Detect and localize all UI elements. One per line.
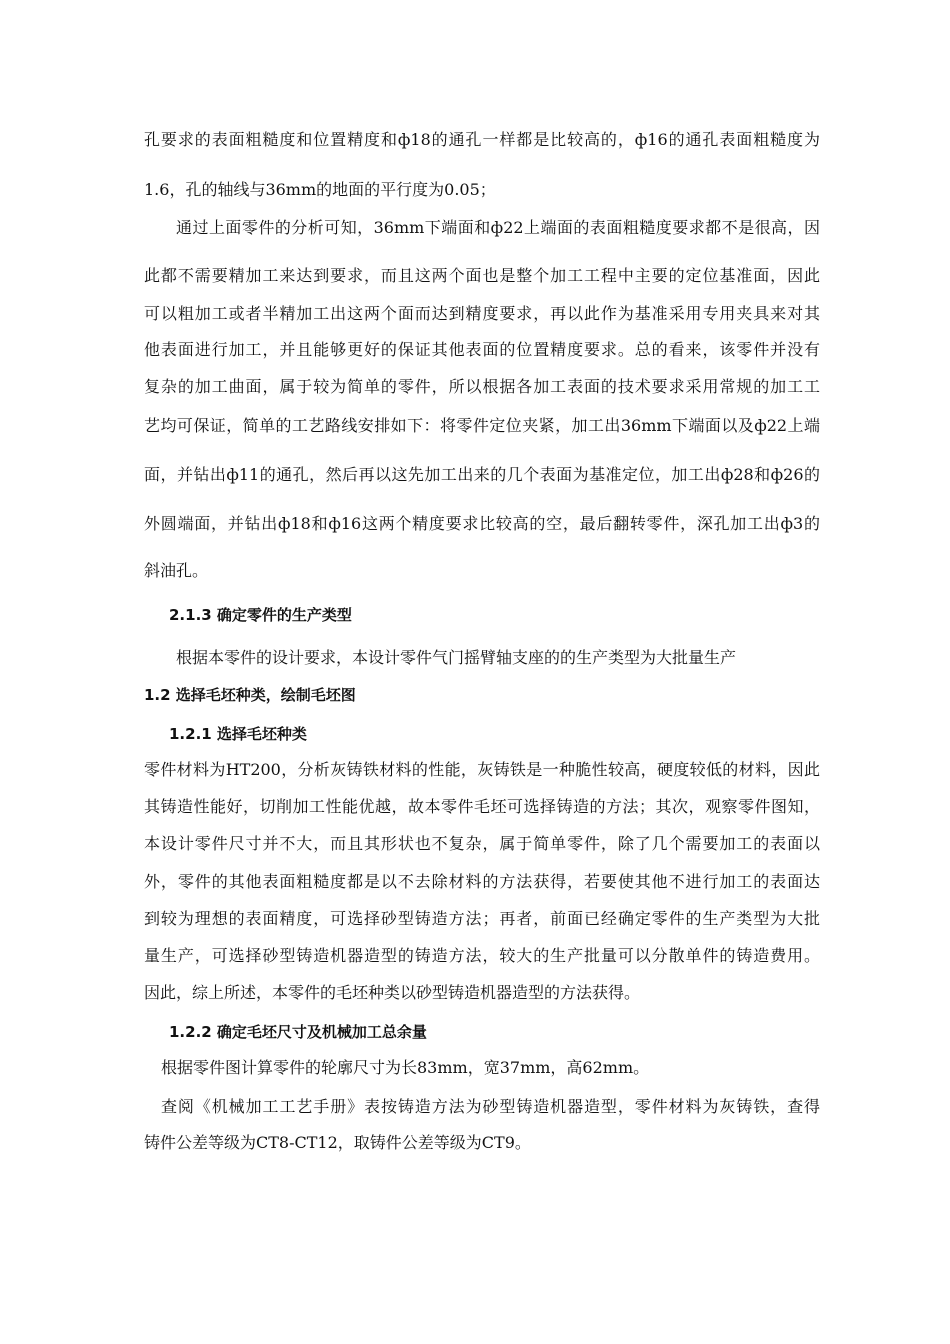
text-line: 查阅《机械加工工艺手册》表按铸造方法为砂型铸造机器造型，零件材料为灰铸铁，查得 [161,1097,820,1116]
text-line: 复杂的加工曲面，属于较为简单的零件，所以根据各加工表面的技术要求采用常规的加工工 [144,377,820,396]
section-heading: 1.2.1 选择毛坯种类 [169,725,307,743]
text-line: 到较为理想的表面精度，可选择砂型铸造方法；再者，前面已经确定零件的生产类型为大批 [144,909,820,928]
text-line: 孔要求的表面粗糙度和位置精度和ф18的通孔一样都是比较高的，ф16的通孔表面粗糙度为 [144,130,820,149]
text-line: 1.6，孔的轴线与36mm的地面的平行度为0.05； [144,180,496,199]
text-line: 可以粗加工或者半精加工出这两个面而达到精度要求，再以此作为基准采用专用夹具来对其 [144,304,820,323]
text-line: 艺均可保证，简单的工艺路线安排如下：将零件定位夹紧，加工出36mm下端面以及ф22上端 [144,416,820,435]
text-line: 零件材料为HT200，分析灰铸铁材料的性能，灰铸铁是一种脆性较高，硬度较低的材料，因此 [144,760,820,779]
text-line: 外圆端面，并钻出ф18和ф16这两个精度要求比较高的空，最后翻转零件，深孔加工出ф3的 [144,514,820,533]
text-line: 其铸造性能好，切削加工性能优越，故本零件毛坯可选择铸造的方法；其次，观察零件图知， [144,797,820,816]
text-line: 外，零件的其他表面粗糙度都是以不去除材料的方法获得，若要使其他不进行加工的表面达 [144,872,820,891]
text-line: 根据本零件的设计要求，本设计零件气门摇臂轴支座的的生产类型为大批量生产 [176,648,737,667]
text-line: 此都不需要精加工来达到要求，而且这两个面也是整个加工工程中主要的定位基准面，因此 [144,266,820,285]
text-line: 铸件公差等级为CT8-CT12，取铸件公差等级为CT9。 [144,1133,531,1152]
text-line: 本设计零件尺寸并不大，而且其形状也不复杂，属于简单零件，除了几个需要加工的表面以 [144,834,820,853]
section-heading: 2.1.3 确定零件的生产类型 [169,606,352,624]
text-line: 因此，综上所述，本零件的毛坯种类以砂型铸造机器造型的方法获得。 [144,983,641,1002]
text-line: 根据零件图计算零件的轮廓尺寸为长83mm，宽37mm，高62mm。 [161,1058,650,1077]
text-line: 面，并钻出ф11的通孔，然后再以这先加工出来的几个表面为基准定位，加工出ф28和ф26的 [144,465,820,484]
section-heading: 1.2.2 确定毛坯尺寸及机械加工总余量 [169,1023,427,1041]
text-line: 斜油孔。 [144,561,209,580]
text-line: 通过上面零件的分析可知，36mm下端面和ф22上端面的表面粗糙度要求都不是很高，因 [176,218,820,237]
section-heading: 1.2 选择毛坯种类，绘制毛坯图 [144,686,356,704]
text-line: 他表面进行加工，并且能够更好的保证其他表面的位置精度要求。总的看来，该零件并没有 [144,340,820,359]
text-line: 量生产，可选择砂型铸造机器造型的铸造方法，较大的生产批量可以分散单件的铸造费用。 [144,946,820,965]
